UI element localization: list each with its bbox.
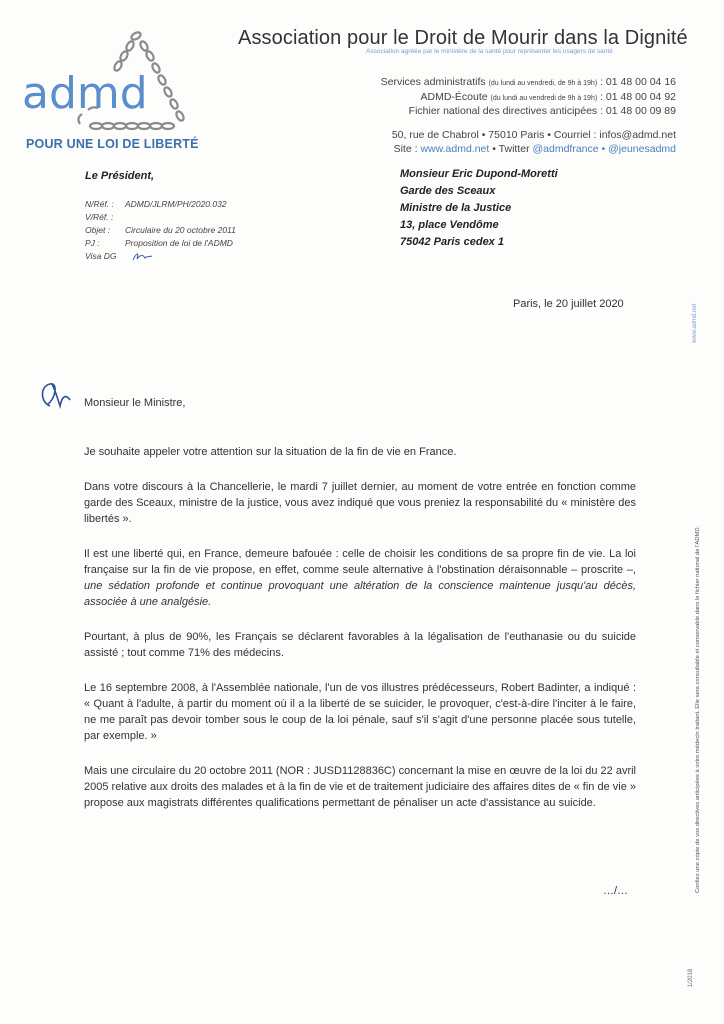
recipient-line: Ministre de la Justice bbox=[400, 202, 512, 214]
fichier-line: Fichier national des directives anticipées : 01 48 00 09 89 bbox=[408, 105, 676, 117]
twitter-link[interactable]: @admdfrance bbox=[532, 143, 599, 155]
ref-row: N/Réf. : ADMD/JLRM/PH/2020.032 bbox=[85, 199, 227, 209]
chain-logo-icon bbox=[18, 22, 228, 142]
visa-signature-icon bbox=[131, 250, 153, 262]
services-line: Services administratifs (du lundi au vendredi, de 9h à 19h) : 01 48 00 04 16 bbox=[380, 76, 676, 88]
recipient-block bbox=[400, 166, 558, 251]
ref-row: Objet : Circulaire du 20 octobre 2011 bbox=[85, 225, 236, 235]
address-line: 50, rue de Chabrol • 75010 Paris • Courriel : infos@admd.net bbox=[391, 129, 676, 141]
paragraph: Pourtant, à plus de 90%, les Français se déclarent favorables à la légalisation de l'euthanasie ou du suicide assisté ; tout comme 71% des médecins. bbox=[84, 631, 636, 659]
margin-website: www.admd.net bbox=[692, 303, 698, 343]
margin-footnote: 1/2018 bbox=[688, 968, 695, 988]
paragraph: Dans votre discours à la Chancellerie, le mardi 7 juillet dernier, au moment de votre entrée en fonction comme garde des Sceaux, ministre de la justice, vous avez indiqué que vous preniez la responsabilité du « ministère des libertés ». bbox=[84, 481, 636, 525]
site-link[interactable]: www.admd.net bbox=[420, 143, 490, 155]
organization-subtitle: Association agréée par le ministère de la santé pour représenter les usagers de santé bbox=[366, 48, 613, 55]
continuation-mark: …/… bbox=[603, 885, 629, 897]
quote-italic: une sédation profonde et continue provoquant une altération de la conscience maintenue jusqu'au décès, associée à une analgésie. bbox=[84, 580, 636, 608]
ref-row: V/Réf. : bbox=[85, 212, 114, 222]
paragraph: Le 16 septembre 2008, à l'Assemblée nationale, l'un de vos illustres prédécesseurs, Robert Badinter, a indiqué : « Quant à l'adulte, à partir du moment où il a la liberté de se suicider, le provoquer, c'est-à-dire l'inciter à le faire, ne me paraît pas devoir tomber sous le coup de la loi pénale, sauf s'il s'agit d'une personne placée sous tutelle, par exemple. » bbox=[84, 682, 636, 742]
recipient-line: Monsieur Eric Dupond-Moretti bbox=[400, 168, 558, 180]
letter-body bbox=[84, 444, 636, 830]
paragraph: Il est une liberté qui, en France, demeure bafouée : celle de choisir les conditions de sa propre fin de vie. La loi française sur la fin de vie propose, en effet, comme seule alternative à l'obstination déraisonnable – proscrite –, une sédation profonde et continue provoquant une altération de la conscience maintenue jusqu'au décès, associée à une analgésie. bbox=[84, 548, 636, 608]
handwritten-initials-icon bbox=[36, 378, 76, 410]
recipient-line: Garde des Sceaux bbox=[400, 185, 496, 197]
recipient-line: 75042 Paris cedex 1 bbox=[400, 236, 504, 248]
letter-date: Paris, le 20 juillet 2020 bbox=[513, 298, 624, 310]
ecoute-line: ADMD-Écoute (du lundi au vendredi de 9h à 19h) : 01 48 00 04 92 bbox=[420, 90, 676, 103]
jeunes-link[interactable]: • @jeunesadmd bbox=[601, 143, 676, 155]
margin-note: Confiez une copie de vos directives anticipées à votre médecin traitant. Elle sera consultable et conservable dans le fichier national de l'ADMD. bbox=[695, 525, 701, 893]
salutation: Monsieur le Ministre, bbox=[84, 397, 186, 409]
contact-block bbox=[381, 76, 676, 119]
reference-block bbox=[85, 198, 236, 263]
organization-name: Association pour le Droit de Mourir dans la Dignité bbox=[238, 27, 688, 49]
ref-row: Visa DG bbox=[85, 250, 236, 263]
recipient-line: 13, place Vendôme bbox=[400, 219, 499, 231]
web-line: Site : www.admd.net • Twitter @admdfrance • @jeunesadmd bbox=[393, 143, 676, 155]
address-block bbox=[392, 128, 676, 156]
paragraph: Je souhaite appeler votre attention sur la situation de la fin de vie en France. bbox=[84, 446, 457, 458]
logo-wordmark: admd bbox=[22, 68, 148, 119]
sender-title: Le Président, bbox=[85, 170, 155, 182]
ref-row: PJ : Proposition de loi de l'ADMD bbox=[85, 238, 233, 248]
slogan: POUR UNE LOI DE LIBERTÉ bbox=[26, 137, 199, 151]
paragraph: Mais une circulaire du 20 octobre 2011 (NOR : JUSD1128836C) concernant la mise en œuvre de la loi du 22 avril 2005 relative aux droits des malades et à la fin de vie et de traitement judiciaire des affaires dites de « fin de vie » propose aux magistrats différentes qualifications permettant de pénaliser un acte d'assistance au suicide. bbox=[84, 765, 636, 809]
